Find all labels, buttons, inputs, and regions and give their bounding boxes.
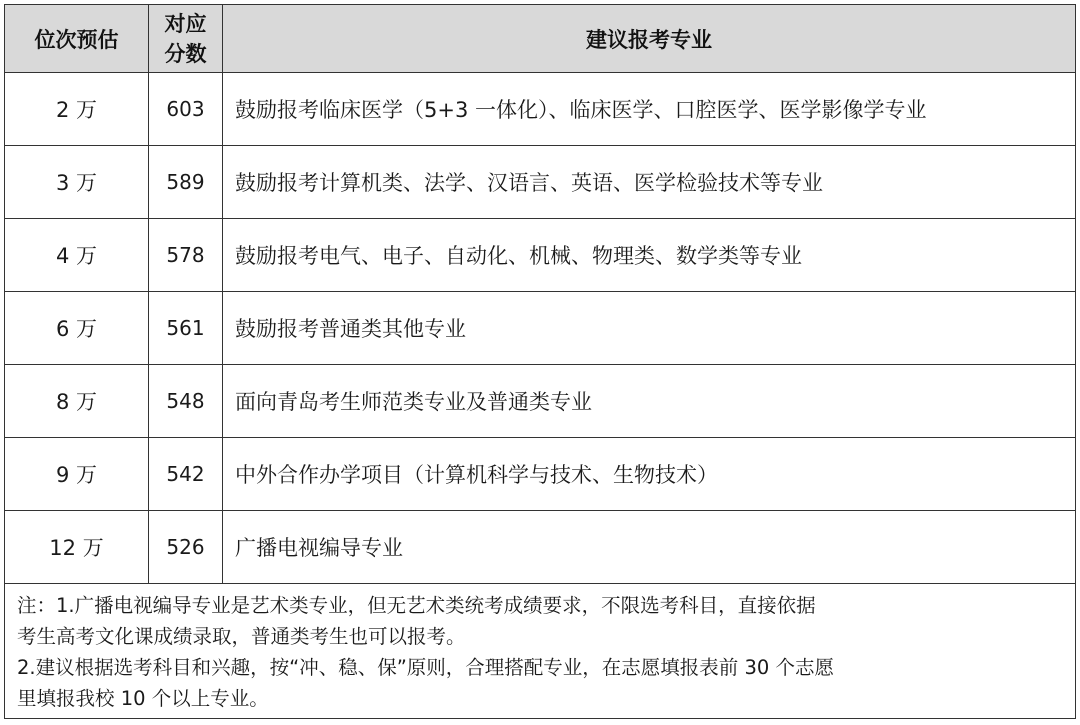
table-row (5, 365, 1076, 438)
score-cell: 526 (149, 511, 223, 584)
rank-cell: 8 万 (5, 365, 149, 438)
note-line: 注：1.广播电视编导专业是艺术类专业，但无艺术类统考成绩要求，不限选考科目，直接依据 (17, 594, 816, 617)
rank-cell: 2 万 (5, 73, 149, 146)
notes-cell (5, 584, 1076, 719)
header-rank: 位次预估 (5, 5, 149, 73)
major-cell: 中外合作办学项目（计算机科学与技术、生物技术） (223, 438, 1076, 511)
rank-cell: 6 万 (5, 292, 149, 365)
rank-cell: 4 万 (5, 219, 149, 292)
score-cell: 548 (149, 365, 223, 438)
header-score-line2: 分数 (164, 41, 207, 66)
header-score-line1: 对应 (164, 11, 207, 36)
major-cell: 面向青岛考生师范类专业及普通类专业 (223, 365, 1076, 438)
admission-table-sheet (4, 4, 1075, 719)
admission-table (4, 4, 1076, 719)
table-row (5, 73, 1076, 146)
score-cell: 589 (149, 146, 223, 219)
score-cell: 578 (149, 219, 223, 292)
major-cell: 鼓励报考电气、电子、自动化、机械、物理类、数学类等专业 (223, 219, 1076, 292)
note-line: 考生高考文化课成绩录取，普通类考生也可以报考。 (17, 625, 466, 648)
rank-cell: 12 万 (5, 511, 149, 584)
major-cell: 鼓励报考普通类其他专业 (223, 292, 1076, 365)
rank-cell: 3 万 (5, 146, 149, 219)
table-row (5, 219, 1076, 292)
table-row (5, 146, 1076, 219)
table-row (5, 292, 1076, 365)
table-header-row (5, 5, 1076, 73)
score-cell: 561 (149, 292, 223, 365)
header-score (149, 5, 223, 73)
rank-cell: 9 万 (5, 438, 149, 511)
header-major: 建议报考专业 (223, 5, 1076, 73)
note-line: 里填报我校 10 个以上专业。 (17, 687, 269, 710)
major-cell: 广播电视编导专业 (223, 511, 1076, 584)
notes-row (5, 584, 1076, 719)
table-row (5, 511, 1076, 584)
score-cell: 542 (149, 438, 223, 511)
score-cell: 603 (149, 73, 223, 146)
note-line: 2.建议根据选考科目和兴趣，按“冲、稳、保”原则，合理搭配专业，在志愿填报表前 30 个志愿 (17, 656, 835, 679)
major-cell: 鼓励报考计算机类、法学、汉语言、英语、医学检验技术等专业 (223, 146, 1076, 219)
major-cell: 鼓励报考临床医学（5+3 一体化）、临床医学、口腔医学、医学影像学专业 (223, 73, 1076, 146)
table-row (5, 438, 1076, 511)
